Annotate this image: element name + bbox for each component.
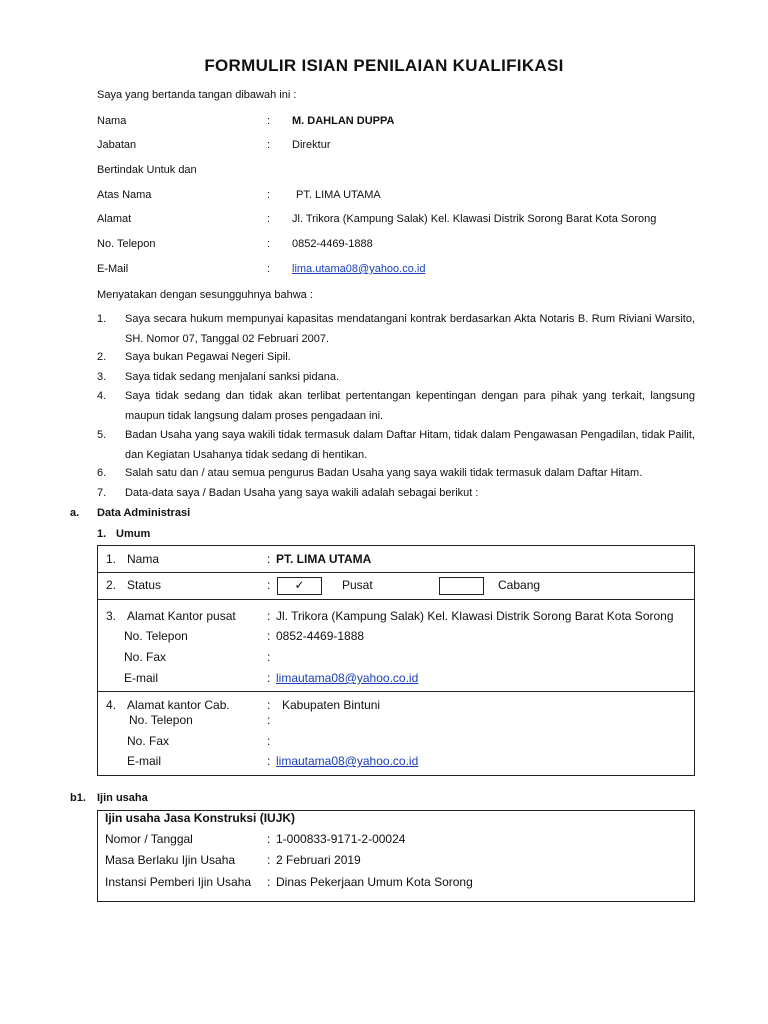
statement-item: Salah satu dan / atau semua pengurus Badan Usaha yang saya wakili tidak termasuk dalam Daftar Hitam. xyxy=(125,467,643,479)
cab-email-link[interactable]: limautama08@yahoo.co.id xyxy=(276,754,419,768)
sub-1-title: Umum xyxy=(116,528,151,540)
statement-number: 6. xyxy=(97,467,107,479)
statement-number: 2. xyxy=(97,351,107,363)
pusat-email-label: E-mail xyxy=(124,671,159,685)
umum-nama-value: PT. LIMA UTAMA xyxy=(276,552,372,566)
statement-item: Saya secara hukum mempunyai kapasitas mendatangani kontrak berdasarkan Akta Notaris B. Rum Riviani Warsito, SH. Nomor 07, Tanggal 02 Februari 2007. xyxy=(125,313,695,345)
colon: : xyxy=(267,189,271,201)
identity-label-alamat: Alamat xyxy=(97,213,132,225)
intro-text: Saya yang bertanda tangan dibawah ini : xyxy=(97,89,297,101)
statement-item: Badan Usaha yang saya wakili tidak termasuk dalam Daftar Hitam, tidak dalam Pengawasan Pengadilan, tidak Pailit, dan Kegiatan Usahanya tidak sedang di hentikan. xyxy=(125,429,695,461)
check-icon: ✓ xyxy=(294,578,305,592)
form-title: FORMULIR ISIAN PENILAIAN KUALIFIKASI xyxy=(204,56,564,75)
statement-number: 1. xyxy=(97,313,107,325)
statement-item: Data-data saya / Badan Usaha yang saya wakili adalah sebagai berikut : xyxy=(125,487,479,499)
identity-value-alamat: Jl. Trikora (Kampung Salak) Kel. Klawasi Distrik Sorong Barat Kota Sorong xyxy=(292,213,657,225)
statement-intro: Menyatakan dengan sesungguhnya bahwa : xyxy=(97,289,313,301)
cab-telp-label: No. Telepon xyxy=(129,713,193,727)
cab-label: Alamat kantor Cab. xyxy=(127,698,230,712)
pusat-label: Alamat Kantor pusat xyxy=(127,609,236,623)
identity-label-telepon: No. Telepon xyxy=(97,238,156,250)
identity-label-atas-nama: Atas Nama xyxy=(97,189,152,201)
section-a-marker: a. xyxy=(70,507,80,519)
identity-label-jabatan: Jabatan xyxy=(97,139,137,151)
identity-label-bertindak: Bertindak Untuk dan xyxy=(97,164,197,176)
identity-email-link[interactable]: lima.utama08@yahoo.co.id xyxy=(292,263,426,275)
colon: : xyxy=(267,629,271,643)
identity-label-email: E-Mail xyxy=(97,263,129,275)
table-divider xyxy=(97,691,695,692)
ijin-label-masa: Masa Berlaku Ijin Usaha xyxy=(105,853,236,867)
pusat-email-link[interactable]: limautama08@yahoo.co.id xyxy=(276,671,419,685)
ijin-label-instansi: Instansi Pemberi Ijin Usaha xyxy=(105,875,252,889)
status-pusat-label: Pusat xyxy=(342,578,373,592)
status-pusat-checkbox[interactable] xyxy=(277,577,322,595)
identity-label-nama: Nama xyxy=(97,115,127,127)
pusat-address: Jl. Trikora (Kampung Salak) Kel. Klawasi Distrik Sorong Barat Kota Sorong xyxy=(276,609,674,623)
colon: : xyxy=(267,734,271,748)
cab-address: Kabupaten Bintuni xyxy=(282,698,381,712)
colon: : xyxy=(267,139,271,151)
pusat-telp-value: 0852-4469-1888 xyxy=(276,629,365,643)
umum-nama-label: Nama xyxy=(127,552,160,566)
section-a-title: Data Administrasi xyxy=(97,507,191,519)
umum-nama-number: 1. xyxy=(106,552,117,566)
umum-status-label: Status xyxy=(127,578,162,592)
identity-value-telepon: 0852-4469-1888 xyxy=(292,238,373,250)
colon: : xyxy=(267,609,271,623)
colon: : xyxy=(267,213,271,225)
colon: : xyxy=(267,238,271,250)
colon: : xyxy=(267,832,271,846)
colon: : xyxy=(267,578,271,592)
colon: : xyxy=(267,263,271,275)
colon: : xyxy=(267,698,271,712)
statement-number: 5. xyxy=(97,429,107,441)
statement-item: Saya bukan Pegawai Negeri Sipil. xyxy=(125,351,291,363)
section-b1-title: Ijin usaha xyxy=(97,792,148,804)
umum-table xyxy=(97,545,695,776)
colon: : xyxy=(267,713,271,727)
statement-item: Saya tidak sedang menjalani sanksi pidana. xyxy=(125,371,340,383)
statement-number: 3. xyxy=(97,371,107,383)
colon: : xyxy=(267,754,271,768)
sub-1-number: 1. xyxy=(97,528,107,540)
identity-value-nama: M. DAHLAN DUPPA xyxy=(292,115,395,127)
colon: : xyxy=(267,650,271,664)
colon: : xyxy=(267,552,271,566)
statement-number: 7. xyxy=(97,487,107,499)
pusat-number: 3. xyxy=(106,609,117,623)
statement-item: Saya tidak sedang dan tidak akan terlibat pertentangan kepentingan dengan para pihak yang terkait, langsung maupun tidak langsung dalam proses pengadaan ini. xyxy=(125,390,695,422)
ijin-value-instansi: Dinas Pekerjaan Umum Kota Sorong xyxy=(276,875,473,889)
cab-email-label: E-mail xyxy=(127,754,162,768)
pusat-fax-label: No. Fax xyxy=(124,650,167,664)
identity-value-atas-nama: PT. LIMA UTAMA xyxy=(296,189,381,201)
ijin-value-nomor: 1-000833-9171-2-00024 xyxy=(276,832,406,846)
colon: : xyxy=(267,115,271,127)
colon: : xyxy=(267,875,271,889)
section-b1-marker: b1. xyxy=(70,792,86,804)
cab-number: 4. xyxy=(106,698,117,712)
ijin-label-nomor: Nomor / Tanggal xyxy=(105,832,193,846)
table-divider xyxy=(97,572,695,573)
table-divider xyxy=(97,599,695,600)
ijin-header: Ijin usaha Jasa Konstruksi (IUJK) xyxy=(105,811,296,825)
identity-value-jabatan: Direktur xyxy=(292,139,331,151)
statement-number: 4. xyxy=(97,390,107,402)
status-cabang-label: Cabang xyxy=(498,578,541,592)
ijin-value-masa: 2 Februari 2019 xyxy=(276,853,361,867)
colon: : xyxy=(267,671,271,685)
umum-status-number: 2. xyxy=(106,578,117,592)
status-cabang-checkbox[interactable] xyxy=(439,577,484,595)
cab-fax-label: No. Fax xyxy=(127,734,170,748)
pusat-telp-label: No. Telepon xyxy=(124,629,188,643)
colon: : xyxy=(267,853,271,867)
